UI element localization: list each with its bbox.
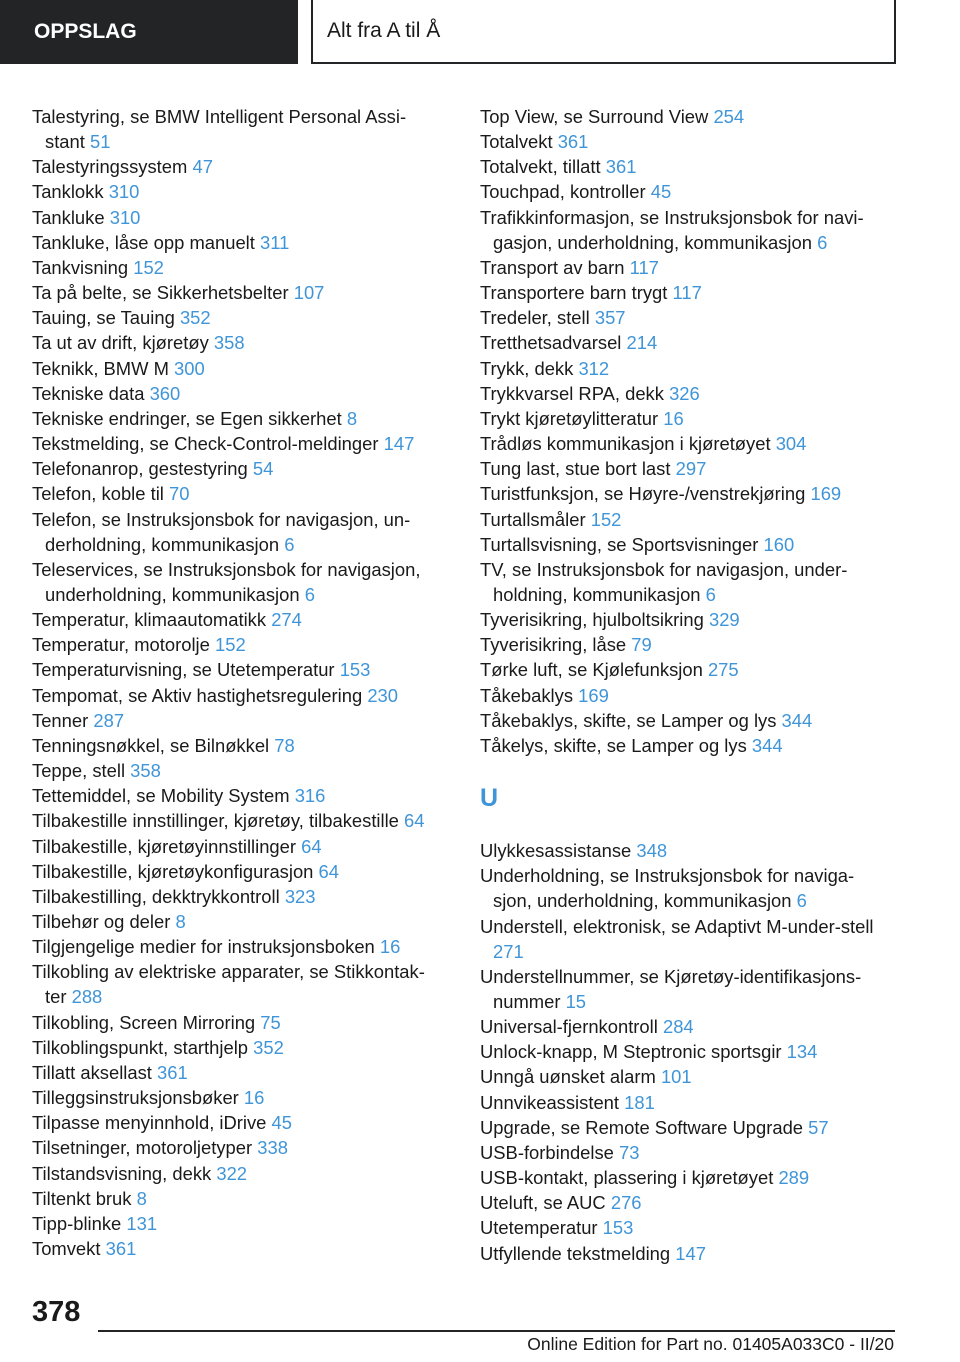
index-entry xyxy=(480,1140,890,1165)
page-reference-link[interactable]: 271 xyxy=(493,940,524,962)
page-reference-link[interactable]: 230 xyxy=(367,684,398,706)
index-entry xyxy=(32,1110,442,1135)
index-entry xyxy=(480,1039,890,1064)
index-entry xyxy=(480,456,890,481)
index-entry xyxy=(32,808,442,833)
entry-term: Turistfunksjon, se Høyre-/venstrekjøring xyxy=(480,483,806,505)
entry-term: Tipp-blinke xyxy=(32,1212,122,1234)
page-reference-link[interactable]: 107 xyxy=(293,282,325,304)
entry-term: Tilkobling, Screen Mirroring xyxy=(32,1011,256,1033)
index-entry xyxy=(32,431,442,456)
entry-term: Tillatt aksellast xyxy=(32,1061,152,1083)
index-entry xyxy=(480,733,890,758)
page-reference-link[interactable]: 214 xyxy=(626,332,658,354)
index-entry xyxy=(32,230,442,255)
index-entry xyxy=(480,632,890,657)
entry-term: Temperatur, motorolje xyxy=(32,634,210,656)
index-entry xyxy=(480,255,890,280)
index-entry xyxy=(480,305,890,330)
page-reference-link[interactable]: 117 xyxy=(672,282,702,304)
entry-term: Tenningsnøkkel, se Bilnøkkel xyxy=(32,734,270,756)
entry-term: Tekniske data xyxy=(32,382,145,404)
entry-term: Temperaturvisning, se Utetemperatur xyxy=(32,659,335,681)
page-reference-link[interactable]: 322 xyxy=(216,1162,248,1184)
index-entry xyxy=(480,1090,890,1115)
index-entry xyxy=(480,280,890,305)
page-reference-link[interactable]: 297 xyxy=(675,458,707,480)
entry-term: Ta ut av drift, kjøretøy xyxy=(32,332,209,354)
index-group-u xyxy=(480,838,890,1266)
page-reference-link[interactable]: 45 xyxy=(271,1112,293,1134)
entry-term: Tørke luft, se Kjølefunksjon xyxy=(480,659,703,681)
page-reference-link[interactable]: 169 xyxy=(810,483,842,505)
entry-term: Tankluke xyxy=(32,206,105,228)
page-reference-link[interactable]: 361 xyxy=(605,156,637,178)
entry-term: Upgrade, se Remote Software Upgrade xyxy=(480,1116,804,1138)
index-entry xyxy=(480,356,890,381)
index-entry xyxy=(480,381,890,406)
entry-term: Trådløs kommunikasjon i kjøretøyet xyxy=(480,433,771,455)
entry-term: Tanklokk xyxy=(32,181,104,203)
entry-term: USB-kontakt, plassering i kjøretøyet xyxy=(480,1167,774,1189)
index-entry xyxy=(480,104,890,129)
page-reference-link[interactable]: 323 xyxy=(284,885,316,907)
entry-term: Teknikk, BMW M xyxy=(32,357,169,379)
entry-term: Turtallsmåler xyxy=(480,508,586,530)
entry-term: Totalvekt, tillatt xyxy=(480,156,601,178)
page-reference-link[interactable]: 45 xyxy=(650,181,672,203)
entry-term: Tåkebaklys, skifte, se Lamper og lys xyxy=(480,709,777,731)
page-reference-link[interactable]: 344 xyxy=(751,734,783,756)
page-reference-link[interactable]: 300 xyxy=(174,357,205,379)
page-reference-link[interactable]: 275 xyxy=(707,659,739,681)
entry-term: Transportere barn trygt xyxy=(480,282,668,304)
page-reference-link[interactable]: 134 xyxy=(786,1041,818,1063)
page-reference-link[interactable]: 51 xyxy=(90,131,111,153)
entry-term: Tilbakestille innstillinger, kjøretøy, tilbakestille xyxy=(32,810,399,832)
page-reference-link[interactable]: 312 xyxy=(578,357,610,379)
index-entry xyxy=(32,381,442,406)
index-entry xyxy=(480,1064,890,1089)
page-reference-link[interactable]: 361 xyxy=(557,131,589,153)
page-reference-link[interactable]: 284 xyxy=(662,1016,694,1038)
index-entry xyxy=(32,1186,442,1211)
entry-term: TV, se Instruksjonsbok for navigasjon, under-holdning, kommunikasjon xyxy=(480,558,848,605)
page-reference-link[interactable]: 57 xyxy=(808,1116,829,1138)
entry-term: USB-forbindelse xyxy=(480,1141,614,1163)
entry-term: Top View, se Surround View xyxy=(480,106,709,127)
entry-term: Talestyringssystem xyxy=(32,156,188,178)
section-tab xyxy=(0,0,298,64)
page-reference-link[interactable]: 16 xyxy=(379,936,401,958)
index-entry xyxy=(32,557,442,607)
page-reference-link[interactable]: 329 xyxy=(708,609,740,631)
entry-term: Universal-fjernkontroll xyxy=(480,1016,658,1038)
entry-term: Tankvisning xyxy=(32,256,129,278)
letter-heading-u: U xyxy=(480,784,499,813)
page-reference-link[interactable]: 131 xyxy=(126,1212,158,1234)
index-entry xyxy=(32,959,442,1009)
page-reference-link[interactable]: 360 xyxy=(149,382,181,404)
entry-term: Utfyllende tekstmelding xyxy=(480,1242,671,1264)
entry-term: Tenner xyxy=(32,709,89,731)
entry-term: Tettemiddel, se Mobility System xyxy=(32,785,290,807)
index-entry xyxy=(480,507,890,532)
index-entry xyxy=(32,280,442,305)
page-reference-link[interactable]: 344 xyxy=(781,709,813,731)
entry-term: Tilstandsvisning, dekk xyxy=(32,1162,212,1184)
page-reference-link[interactable]: 352 xyxy=(179,307,211,329)
entry-term: Tankluke, låse opp manuelt xyxy=(32,231,255,253)
entry-term: Tilbehør og deler xyxy=(32,911,171,932)
page-reference-link[interactable]: 160 xyxy=(763,533,795,555)
index-entry xyxy=(480,179,890,204)
page-reference-link[interactable]: 101 xyxy=(660,1066,692,1088)
index-entry xyxy=(32,456,442,481)
entry-term: Tåkebaklys xyxy=(480,684,574,706)
index-entry xyxy=(480,657,890,682)
index-entry xyxy=(32,683,442,708)
page-header xyxy=(311,0,896,64)
index-entry xyxy=(32,783,442,808)
page-reference-link[interactable]: 47 xyxy=(192,156,213,178)
page-reference-link[interactable]: 311 xyxy=(260,231,290,253)
index-entry xyxy=(32,481,442,506)
index-entry xyxy=(32,1135,442,1160)
index-entry xyxy=(32,934,442,959)
page-reference-link[interactable]: 361 xyxy=(157,1061,188,1083)
page-reference-link[interactable]: 70 xyxy=(169,483,190,505)
index-entry xyxy=(480,406,890,431)
page-reference-link[interactable]: 75 xyxy=(260,1011,281,1033)
page-reference-link[interactable]: 338 xyxy=(257,1137,288,1159)
page-reference-link[interactable]: 117 xyxy=(629,256,659,278)
page-reference-link[interactable]: 287 xyxy=(93,709,125,731)
page-reference-link[interactable]: 274 xyxy=(271,609,302,631)
index-entry xyxy=(32,154,442,179)
index-entry xyxy=(480,532,890,557)
index-entry xyxy=(480,838,890,863)
entry-term: Tilkoblingspunkt, starthjelp xyxy=(32,1036,249,1058)
entry-term: Understell, elektronisk, se Adaptivt M-under-stell xyxy=(480,915,874,937)
section-label: OPPSLAG xyxy=(34,20,137,43)
entry-term: Touchpad, kontroller xyxy=(480,181,646,203)
page-reference-link[interactable]: 8 xyxy=(136,1187,147,1209)
footer-divider xyxy=(98,1330,895,1332)
page-reference-link[interactable]: 276 xyxy=(610,1192,642,1214)
entry-term: Tekniske endringer, se Egen sikkerhet xyxy=(32,407,342,429)
page-reference-link[interactable]: 6 xyxy=(304,583,315,605)
page-reference-link[interactable]: 8 xyxy=(346,407,358,429)
page-reference-link[interactable]: 254 xyxy=(713,106,745,127)
index-entry xyxy=(480,1014,890,1039)
page-reference-link[interactable]: 304 xyxy=(775,433,807,455)
page-reference-link[interactable]: 16 xyxy=(243,1087,265,1109)
entry-term: Tilpasse menyinnhold, iDrive xyxy=(32,1112,267,1134)
index-column-left xyxy=(32,104,442,1261)
index-entry xyxy=(480,129,890,154)
index-entry xyxy=(480,1215,890,1240)
entry-term: Underholdning, se Instruksjonsbok for naviga-sjon, underholdning, kommunikasjon xyxy=(480,865,855,912)
page-title: Alt fra A til Å xyxy=(327,19,441,42)
entry-term: Ulykkesassistanse xyxy=(480,840,632,862)
page-reference-link[interactable]: 78 xyxy=(274,734,295,756)
page-reference-link[interactable]: 310 xyxy=(109,206,141,228)
index-entry xyxy=(32,632,442,657)
page-reference-link[interactable]: 79 xyxy=(631,634,652,656)
entry-term: Understellnummer, se Kjøretøy-identifikasjons-nummer xyxy=(480,965,862,1012)
entry-term: Tåkelys, skifte, se Lamper og lys xyxy=(480,734,747,756)
page-reference-link[interactable]: 181 xyxy=(624,1091,655,1113)
page-reference-link[interactable]: 15 xyxy=(565,991,587,1012)
index-entry xyxy=(480,557,890,607)
entry-term: Telefon, se Instruksjonsbok for navigasjon, un-derholdning, kommunikasjon xyxy=(32,508,411,555)
entry-term: Teppe, stell xyxy=(32,760,126,782)
index-entry xyxy=(480,607,890,632)
index-entry xyxy=(480,154,890,179)
index-entry xyxy=(32,330,442,355)
entry-term: Utetemperatur xyxy=(480,1217,598,1239)
page-reference-link[interactable]: 357 xyxy=(594,307,626,329)
index-entry xyxy=(480,481,890,506)
index-entry xyxy=(32,1035,442,1060)
entry-term: Turtallsvisning, se Sportsvisninger xyxy=(480,533,759,555)
entry-term: Tredeler, stell xyxy=(480,307,590,329)
page-reference-link[interactable]: 73 xyxy=(619,1141,640,1163)
page-reference-link[interactable]: 8 xyxy=(175,911,186,932)
page-reference-link[interactable]: 352 xyxy=(253,1036,284,1058)
page-reference-link[interactable]: 64 xyxy=(318,860,340,882)
entry-term: Telefonanrop, gestestyring xyxy=(32,458,248,480)
entry-term: Tilgjengelige medier for instruksjonsboken xyxy=(32,936,375,958)
index-entry xyxy=(32,859,442,884)
page-reference-link[interactable]: 361 xyxy=(105,1238,137,1260)
entry-term: Trykt kjøretøylitteratur xyxy=(480,407,659,429)
index-entry xyxy=(32,708,442,733)
entry-term: Trykk, dekk xyxy=(480,357,574,379)
index-entry xyxy=(480,914,890,964)
page-reference-link[interactable]: 54 xyxy=(252,458,274,480)
page-reference-link[interactable]: 152 xyxy=(133,256,164,278)
entry-term: Trykkvarsel RPA, dekk xyxy=(480,382,664,404)
index-entry xyxy=(480,1165,890,1190)
entry-term: Tiltenkt bruk xyxy=(32,1187,132,1209)
entry-term: Tilleggsinstruksjonsbøker xyxy=(32,1087,239,1109)
index-entry xyxy=(32,104,442,154)
entry-term: Tauing, se Tauing xyxy=(32,307,175,329)
page-reference-link[interactable]: 310 xyxy=(108,181,140,203)
page-reference-link[interactable]: 288 xyxy=(71,986,103,1008)
index-entry xyxy=(32,1085,442,1110)
index-entry xyxy=(480,708,890,733)
entry-term: Talestyring, se BMW Intelligent Personal Assi-stant xyxy=(32,106,407,153)
page-reference-link[interactable]: 6 xyxy=(817,231,828,253)
page-reference-link[interactable]: 153 xyxy=(602,1217,634,1239)
page-reference-link[interactable]: 326 xyxy=(669,382,700,404)
entry-term: Teleservices, se Instruksjonsbok for navigasjon, underholdning, kommunikasjon xyxy=(32,558,421,605)
page-reference-link[interactable]: 358 xyxy=(130,760,161,782)
index-entry xyxy=(32,884,442,909)
index-entry xyxy=(480,431,890,456)
page-reference-link[interactable]: 16 xyxy=(663,407,684,429)
entry-term: Temperatur, klimaautomatikk xyxy=(32,609,267,631)
page-reference-link[interactable]: 147 xyxy=(383,433,415,455)
entry-term: Trafikkinformasjon, se Instruksjonsbok for navi-gasjon, underholdning, kommunikasjon xyxy=(480,206,864,253)
index-entry xyxy=(480,330,890,355)
index-entry xyxy=(480,863,890,913)
entry-term: Totalvekt xyxy=(480,131,553,153)
index-entry xyxy=(32,1060,442,1085)
entry-term: Tilbakestille, kjøretøyinnstillinger xyxy=(32,835,297,857)
index-entry xyxy=(480,205,890,255)
index-group-t xyxy=(480,104,890,758)
index-entry xyxy=(32,406,442,431)
page-reference-link[interactable]: 64 xyxy=(301,835,322,857)
entry-term: Transport av barn xyxy=(480,256,625,278)
index-entry xyxy=(32,305,442,330)
entry-term: Tung last, stue bort last xyxy=(480,458,671,480)
entry-term: Tyverisikring, låse xyxy=(480,634,627,656)
entry-term: Tilkobling av elektriske apparater, se Stikkontak-ter xyxy=(32,961,425,1008)
page-reference-link[interactable]: 6 xyxy=(284,533,295,555)
index-entry xyxy=(480,964,890,1014)
index-entry xyxy=(32,909,442,934)
page-reference-link[interactable]: 6 xyxy=(796,890,807,912)
index-entry xyxy=(32,1010,442,1035)
entry-term: Ta på belte, se Sikkerhetsbelter xyxy=(32,282,289,304)
index-entry xyxy=(32,607,442,632)
entry-term: Unnvikeassistent xyxy=(480,1091,620,1113)
entry-term: Tilsetninger, motoroljetyper xyxy=(32,1137,253,1159)
entry-term: Telefon, koble til xyxy=(32,483,164,505)
entry-term: Tekstmelding, se Check-Control-meldinger xyxy=(32,433,379,455)
page-reference-link[interactable]: 358 xyxy=(213,332,245,354)
entry-term: Tempomat, se Aktiv hastighetsregulering xyxy=(32,684,363,706)
page-reference-link[interactable]: 64 xyxy=(404,810,425,832)
index-entry xyxy=(32,205,442,230)
index-entry xyxy=(32,1236,442,1261)
entry-term: Tilbakestille, kjøretøykonfigurasjon xyxy=(32,860,314,882)
index-entry xyxy=(32,179,442,204)
index-entry xyxy=(32,733,442,758)
index-entry xyxy=(32,255,442,280)
page-reference-link[interactable]: 289 xyxy=(778,1167,810,1189)
entry-term: Tyverisikring, hjulboltsikring xyxy=(480,609,704,631)
index-entry xyxy=(32,1211,442,1236)
page-reference-link[interactable]: 316 xyxy=(294,785,326,807)
index-entry xyxy=(480,683,890,708)
entry-term: Tretthetsadvarsel xyxy=(480,332,622,354)
entry-term: Uteluft, se AUC xyxy=(480,1192,606,1214)
index-entry xyxy=(32,507,442,557)
entry-term: Tomvekt xyxy=(32,1238,101,1260)
index-entry xyxy=(32,758,442,783)
index-entry xyxy=(32,356,442,381)
page-reference-link[interactable]: 169 xyxy=(578,684,609,706)
entry-term: Unngå uønsket alarm xyxy=(480,1066,656,1088)
page-reference-link[interactable]: 152 xyxy=(214,634,246,656)
entry-term: Unlock-knapp, M Steptronic sportsgir xyxy=(480,1041,782,1063)
page-reference-link[interactable]: 147 xyxy=(675,1242,706,1264)
page-reference-link[interactable]: 153 xyxy=(339,659,371,681)
page-number: 378 xyxy=(32,1296,81,1328)
index-entry xyxy=(32,1161,442,1186)
entry-term: Tilbakestilling, dekktrykkontroll xyxy=(32,885,280,907)
edition-footer: Online Edition for Part no. 01405A033C0 - II/20 xyxy=(527,1334,894,1354)
index-column-right xyxy=(480,104,890,1266)
page-reference-link[interactable]: 152 xyxy=(590,508,622,530)
index-entry xyxy=(480,1190,890,1215)
page-reference-link[interactable]: 6 xyxy=(705,583,716,605)
index-entry xyxy=(480,1115,890,1140)
page-reference-link[interactable]: 348 xyxy=(636,840,668,862)
index-entry xyxy=(480,1241,890,1266)
index-entry xyxy=(32,657,442,682)
index-entry xyxy=(32,834,442,859)
